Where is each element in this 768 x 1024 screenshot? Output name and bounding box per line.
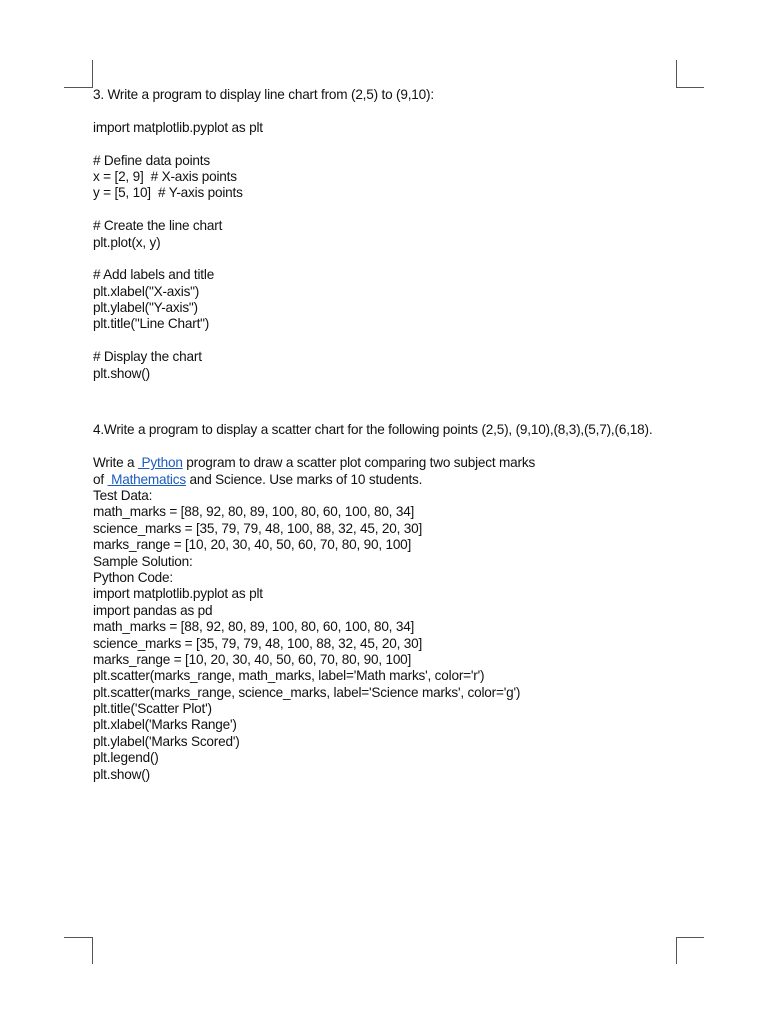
test-math-marks: math_marks = [88, 92, 80, 89, 100, 80, 60, 100, 80, 34] bbox=[93, 504, 415, 520]
code-line: import pandas as pd bbox=[93, 602, 213, 618]
code-line: plt.scatter(marks_range, math_marks, label='Math marks', color='r') bbox=[93, 668, 485, 684]
crop-mark-bottom-right-horizontal bbox=[676, 937, 704, 938]
code-comment-create: # Create the line chart bbox=[93, 218, 223, 234]
code-show-call: plt.show() bbox=[93, 365, 150, 381]
code-plot-call: plt.plot(x, y) bbox=[93, 234, 161, 250]
intro2-text-pre: of bbox=[93, 471, 108, 487]
crop-mark-bottom-right-vertical bbox=[676, 937, 677, 964]
intro-text-mid: program to draw a scatter plot comparing two subject marks bbox=[182, 455, 536, 471]
test-data-label: Test Data: bbox=[93, 487, 153, 503]
code-xlabel-call: plt.xlabel("X-axis") bbox=[93, 283, 200, 299]
code-comment-define: # Define data points bbox=[93, 152, 210, 168]
code-line: marks_range = [10, 20, 30, 40, 50, 60, 70, 80, 90, 100] bbox=[93, 651, 412, 667]
code-import-line: import matplotlib.pyplot as plt bbox=[93, 119, 263, 135]
document-body bbox=[93, 87, 733, 783]
test-science-marks: science_marks = [35, 79, 79, 48, 100, 88, 32, 45, 20, 30] bbox=[93, 520, 423, 536]
code-title-call: plt.title("Line Chart") bbox=[93, 316, 210, 332]
code-line: plt.show() bbox=[93, 766, 150, 782]
code-line: science_marks = [35, 79, 79, 48, 100, 88, 32, 45, 20, 30] bbox=[93, 635, 423, 651]
code-comment-labels: # Add labels and title bbox=[93, 267, 215, 283]
python-link[interactable]: Python bbox=[137, 455, 183, 471]
crop-mark-bottom-left-vertical bbox=[92, 937, 93, 964]
code-line: plt.xlabel('Marks Range') bbox=[93, 717, 237, 733]
code-line: plt.ylabel('Marks Scored') bbox=[93, 733, 240, 749]
crop-mark-top-left-vertical bbox=[92, 60, 93, 88]
section4-heading: 4.Write a program to display a scatter chart for the following points (2,5), (9,10),(8,3),(5,7),(6,18). bbox=[93, 422, 653, 438]
code-line: plt.title('Scatter Plot') bbox=[93, 701, 212, 717]
section4-intro-line2 bbox=[93, 472, 733, 488]
code-ylabel-call: plt.ylabel("Y-axis") bbox=[93, 300, 198, 316]
code-comment-display: # Display the chart bbox=[93, 349, 202, 365]
intro2-text-post: and Science. Use marks of 10 students. bbox=[185, 471, 423, 487]
section4-intro-line1 bbox=[93, 455, 733, 471]
code-line: import matplotlib.pyplot as plt bbox=[93, 586, 263, 602]
crop-mark-bottom-left-horizontal bbox=[64, 937, 93, 938]
crop-mark-top-left-horizontal bbox=[64, 87, 93, 88]
code-y-points: y = [5, 10] # Y-axis points bbox=[93, 185, 243, 201]
code-x-points: x = [2, 9] # X-axis points bbox=[93, 168, 237, 184]
code-line: plt.legend() bbox=[93, 750, 159, 766]
mathematics-link[interactable]: Mathematics bbox=[107, 471, 186, 487]
python-code-label: Python Code: bbox=[93, 569, 173, 585]
section3-heading: 3. Write a program to display line chart from (2,5) to (9,10): bbox=[93, 87, 434, 102]
code-line: math_marks = [88, 92, 80, 89, 100, 80, 60, 100, 80, 34] bbox=[93, 619, 415, 635]
intro-text-pre: Write a bbox=[93, 455, 138, 471]
code-line: plt.scatter(marks_range, science_marks, label='Science marks', color='g') bbox=[93, 684, 521, 700]
test-marks-range: marks_range = [10, 20, 30, 40, 50, 60, 70, 80, 90, 100] bbox=[93, 537, 412, 553]
crop-mark-top-right-vertical bbox=[676, 60, 677, 88]
sample-solution-label: Sample Solution: bbox=[93, 553, 193, 569]
